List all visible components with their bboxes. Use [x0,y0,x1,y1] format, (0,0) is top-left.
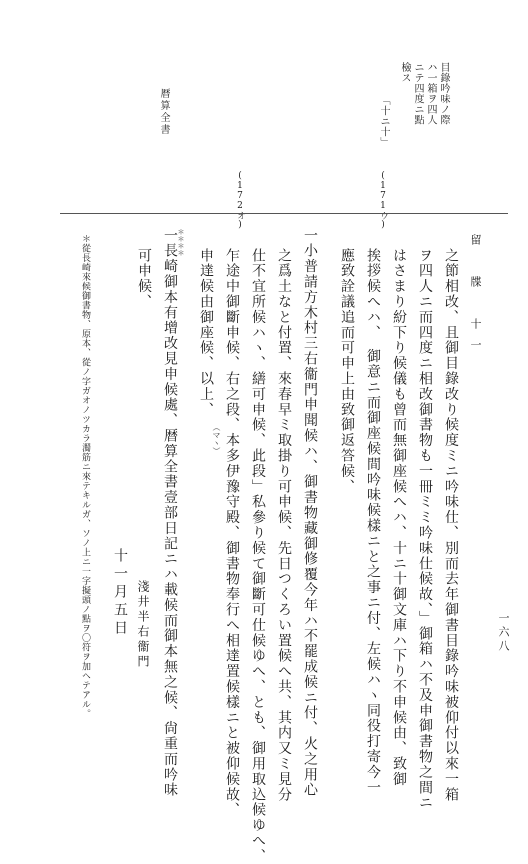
text-column: 一長崎御本有增改見申候處、暦算全書壹部日記ニハ載候而御本無之候、尙重而吟味 [162,228,178,798]
margin-note-line: ハ一箱ヲ四人 [425,62,436,125]
header-rule [60,213,508,214]
running-head: 留 牒 十一 [469,234,482,360]
margin-note-line: 檢ス [399,62,410,83]
text-column: 之節相改、且御目錄改り候度ミニ吟味仕、別而去年御書目錄吟味被仰付以來一箱 [443,248,459,803]
margin-note-book-title: 暦算全書 [158,88,169,136]
note-asterisk-marker: ＊＊＊＊ [177,228,185,256]
margin-note-bracket: 「十ニ十」 [378,95,389,148]
text-column: ヲ四人ニ而四度ニ相改御書物も一冊ミミ吟味仕候故、」御箱ハ不及申御書物之間ニ [417,248,433,811]
text-column: 之爲土なと付置、來春早ミ取掛り可申候、先日つくろい置候へ共、其内又ミ見分 [276,248,292,803]
text-column: 乍途中御斷申候、右之段、本多伊豫守殿、御書物奉行へ相達置候樣ニと被仰候故、 [224,248,240,818]
gloss-marker: （マヽ） [212,423,221,455]
signature: 淺井半右衞門 [136,580,150,670]
text-column: 申達候由御座候、以上、 [198,248,214,418]
folio-mark-172o: (172オ) [235,171,245,230]
date-line: 十一月五日 [112,548,128,638]
text-column: 一小普請方木村三右衞門申聞候ハ、御書物藏御修覆今年ハ不罷成候ニ付、火之用心 [302,228,318,798]
text-column: 仕不宜所候ハヽ、繕可申候、此段」私參り候て御斷可仕候ゆへ、とも、御用取込候ゆへ、 [250,248,266,864]
text-column: 應致詮議追而可申上由致御返答候、 [339,248,355,495]
text-column: 挨拶候へハ、 御意ニ而御座候間吟味候樣ニと之事ニ付、左候ハヽ同役打寄今一 [365,248,381,796]
folio-mark-171u: (171ウ) [378,171,388,230]
text-column: はさまり紛下り候儀も曾而無御座候へハ、十ニ十御文庫ハ下り不申候由、致御 [391,248,407,787]
footnote: ＊從長崎來候御書物、原本、從ノ字ガオノツカラ濁筋ニ來テキルガ、ソノ上ニ一字擬頭ノ點ヲ〇符ヲ加ヘテアル。 [80,234,90,719]
margin-note-line: ニテ四度ニ點 [412,62,423,125]
margin-note-line: 目錄吟味ノ際 [438,62,449,125]
page-number: 一六八 [497,612,510,654]
text-column: 可申候、 [136,248,152,310]
